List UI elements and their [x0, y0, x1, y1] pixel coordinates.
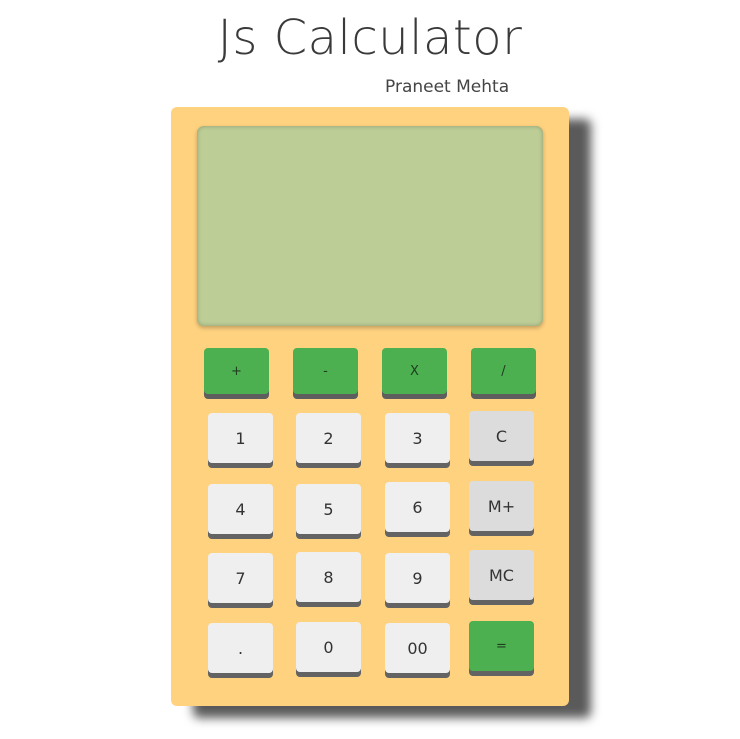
memory-clear-button[interactable]: MC — [469, 550, 534, 600]
add-button[interactable]: + — [204, 348, 269, 394]
author-name: Praneet Mehta — [385, 77, 510, 97]
digit-5-button[interactable]: 5 — [296, 484, 361, 534]
digit-8-button[interactable]: 8 — [296, 552, 361, 602]
digit-4-button[interactable]: 4 — [208, 484, 273, 534]
digit-6-button[interactable]: 6 — [385, 482, 450, 532]
digit-2-button[interactable]: 2 — [296, 413, 361, 463]
equals-button[interactable]: = — [469, 621, 534, 671]
calculator-display — [197, 126, 543, 326]
digit-3-button[interactable]: 3 — [385, 413, 450, 463]
double-zero-button[interactable]: 00 — [385, 623, 450, 673]
digit-7-button[interactable]: 7 — [208, 553, 273, 603]
subtract-button[interactable]: - — [293, 348, 358, 394]
decimal-point-button[interactable]: . — [208, 623, 273, 673]
digit-0-button[interactable]: 0 — [296, 622, 361, 672]
divide-button[interactable]: / — [471, 348, 536, 394]
multiply-button[interactable]: X — [382, 348, 447, 394]
clear-button[interactable]: C — [469, 411, 534, 461]
page-title: Js Calculator — [217, 10, 523, 66]
memory-add-button[interactable]: M+ — [469, 481, 534, 531]
digit-1-button[interactable]: 1 — [208, 413, 273, 463]
digit-9-button[interactable]: 9 — [385, 553, 450, 603]
calculator-body — [171, 107, 569, 706]
